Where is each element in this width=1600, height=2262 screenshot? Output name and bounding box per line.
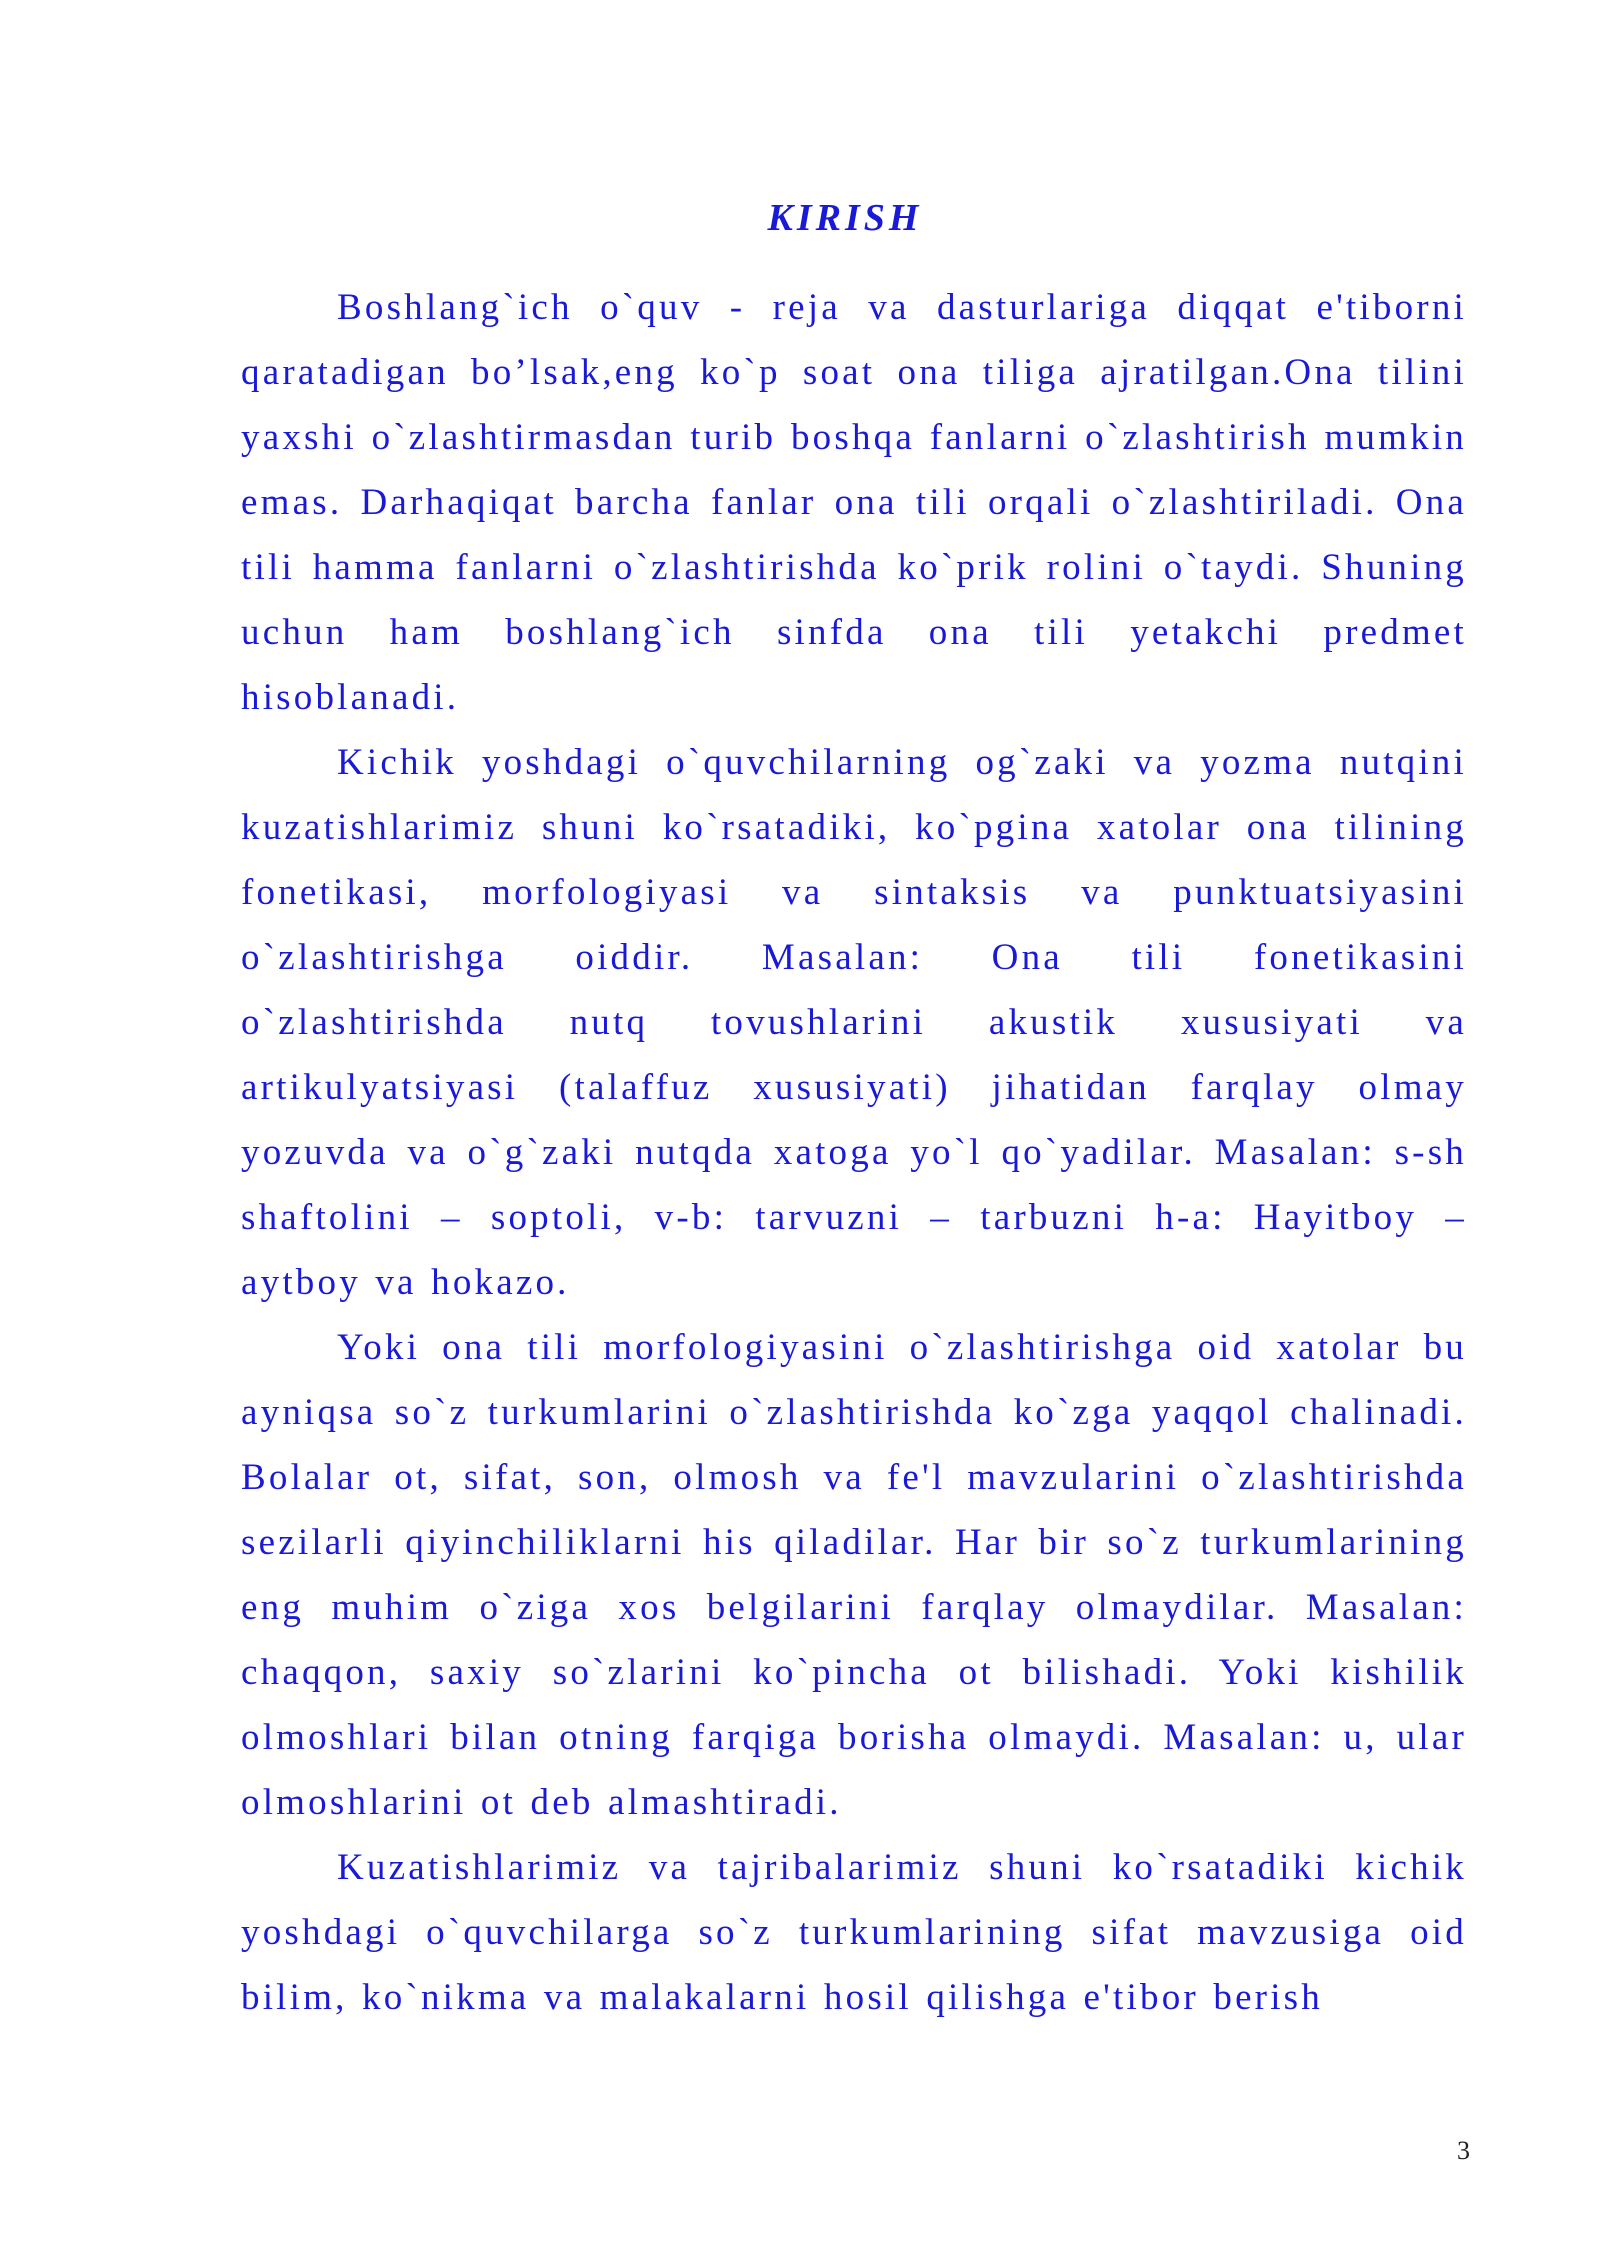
page-title: KIRISH: [767, 197, 923, 239]
page-number: 3: [1457, 2136, 1470, 2165]
paragraph-4: Kuzatishlarimiz va tajribalarimiz shuni ko`rsatadiki kichik yoshdagi o`quvchilarga so`z turkumlarining sifat mavzusiga oid bilim, ko`nikma va malakalarni hosil qilishga e'tibor berish: [241, 1847, 1467, 2018]
paragraph-3: Yoki ona tili morfologiyasini o`zlashtirishga oid xatolar bu ayniqsa so`z turkumlarini o`zlashtirishda ko`zga yaqqol chalinadi. Bolalar ot, sifat, son, olmosh va fe'l mavzularini o`zlashtirishda sezilarli qiyinchiliklarni his qiladilar. Har bir so`z turkumlarining eng muhim o`ziga xos belgilarini farqlay olmaydilar. Masalan: chaqqon, saxiy so`zlarini ko`pincha ot bilishadi. Yoki kishilik olmoshlari bilan otning farqiga borisha olmaydi. Masalan: u, ular olmoshlarini ot deb almashtiradi.: [241, 1327, 1467, 1823]
paragraph-2: Kichik yoshdagi o`quvchilarning og`zaki va yozma nutqini kuzatishlarimiz shuni ko`rsatadiki, ko`pgina xatolar ona tilining fonetikasi, morfologiyasi va sintaksis va punktuatsiyasini o`zlashtirishga oiddir. Masalan: Ona tili fonetikasini o`zlashtirishda nutq tovushlarini akustik xususiyati va artikulyatsiyasi (talaffuz xususiyati) jihatidan farqlay olmay yozuvda va o`g`zaki nutqda xatoga yo`l qo`yadilar. Masalan: s-sh shaftolini – soptoli, v-b: tarvuzni – tarbuzni h-a: Hayitboy – aytboy va hokazo.: [241, 742, 1467, 1303]
document-body: [241, 275, 1467, 2030]
paragraph-1: Boshlang`ich o`quv - reja va dasturlariga diqqat e'tiborni qaratadigan bo’lsak,eng ko`p soat ona tiliga ajratilgan.Ona tilini yaxshi o`zlashtirmasdan turib boshqa fanlarni o`zlashtirish mumkin emas. Darhaqiqat barcha fanlar ona tili orqali o`zlashtiriladi. Ona tili hamma fanlarni o`zlashtirishda ko`prik rolini o`taydi. Shuning uchun ham boshlang`ich sinfda ona tili yetakchi predmet hisoblanadi.: [241, 287, 1467, 718]
